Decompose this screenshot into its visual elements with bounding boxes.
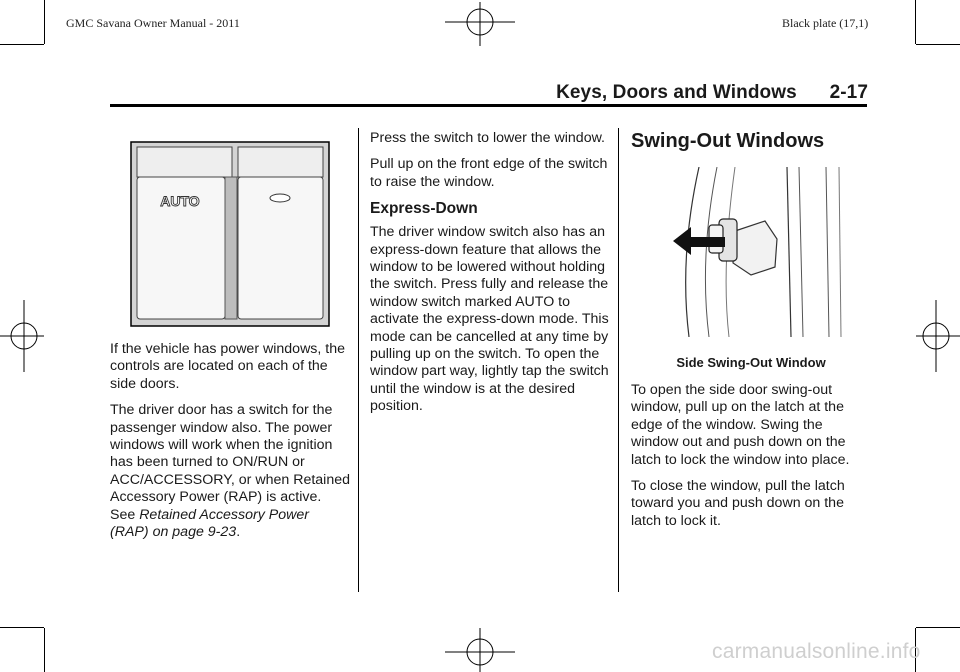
reference-end: . bbox=[236, 524, 241, 541]
watermark: carmanualsonline.info bbox=[712, 640, 921, 663]
column-divider bbox=[358, 128, 359, 592]
rap-reference-link[interactable]: Retained Accessory Power (RAP) on page 9-23 bbox=[110, 506, 309, 541]
power-window-switch-illustration bbox=[130, 141, 330, 327]
column-divider bbox=[618, 128, 619, 592]
figure-caption: Side Swing-Out Window bbox=[676, 355, 826, 370]
running-header bbox=[556, 82, 868, 104]
page-number: 2-17 bbox=[829, 82, 868, 103]
open-window-text: To open the side door swing-out window, pull up on the latch at the edge of the window. Swing the window out and push down on the latch to lock the window into place. bbox=[631, 382, 850, 468]
swing-out-heading: Swing-Out Windows bbox=[631, 130, 825, 152]
close-window-text: To close the window, pull the latch toward you and push down on the latch to lock it. bbox=[631, 478, 845, 529]
window-button-icon bbox=[270, 194, 290, 202]
registration-mark-icon bbox=[445, 628, 515, 672]
power-window-intro: If the vehicle has power windows, the controls are located on each of the side doors. bbox=[110, 341, 346, 392]
chapter-title: Keys, Doors and Windows bbox=[556, 82, 797, 103]
crop-mark bbox=[916, 44, 960, 45]
swing-out-window-illustration bbox=[669, 167, 851, 337]
column-2 bbox=[370, 130, 610, 425]
express-down-heading: Express-Down bbox=[370, 200, 478, 218]
auto-label: AUTO bbox=[160, 193, 200, 209]
registration-mark-icon bbox=[0, 300, 44, 372]
lower-window-text: Press the switch to lower the window. bbox=[370, 130, 605, 146]
driver-door-paragraph bbox=[110, 402, 350, 541]
crop-mark bbox=[0, 44, 44, 45]
column-3 bbox=[631, 130, 871, 539]
registration-mark-icon bbox=[916, 300, 960, 372]
crop-mark bbox=[0, 627, 44, 628]
header-rule bbox=[110, 104, 867, 107]
crop-mark bbox=[44, 628, 45, 672]
plate-info-left: GMC Savana Owner Manual - 2011 bbox=[66, 16, 240, 30]
column-1 bbox=[110, 128, 350, 550]
registration-mark-icon bbox=[445, 2, 515, 46]
plate-info-right: Black plate (17,1) bbox=[782, 16, 869, 30]
crop-mark bbox=[44, 0, 45, 44]
express-down-text: The driver window switch also has an express-down feature that allows the window to be lowered without holding the switch. Press fully and release the window switch marked AUTO to activate the express-down mode. This mode can be cancelled at any time by pulling up on the switch. To open the window part way, lightly tap the switch until the window is at the desired position. bbox=[370, 224, 609, 415]
driver-door-text: The driver door has a switch for the passenger window also. The power windows will work when the ignition has been turned to ON/RUN or ACC/ACCESSORY, or when Retained Accessory Power (RAP) is active. See bbox=[110, 402, 350, 523]
crop-mark bbox=[915, 0, 916, 44]
crop-mark bbox=[916, 627, 960, 628]
raise-window-text: Pull up on the front edge of the switch to raise the window. bbox=[370, 156, 608, 190]
